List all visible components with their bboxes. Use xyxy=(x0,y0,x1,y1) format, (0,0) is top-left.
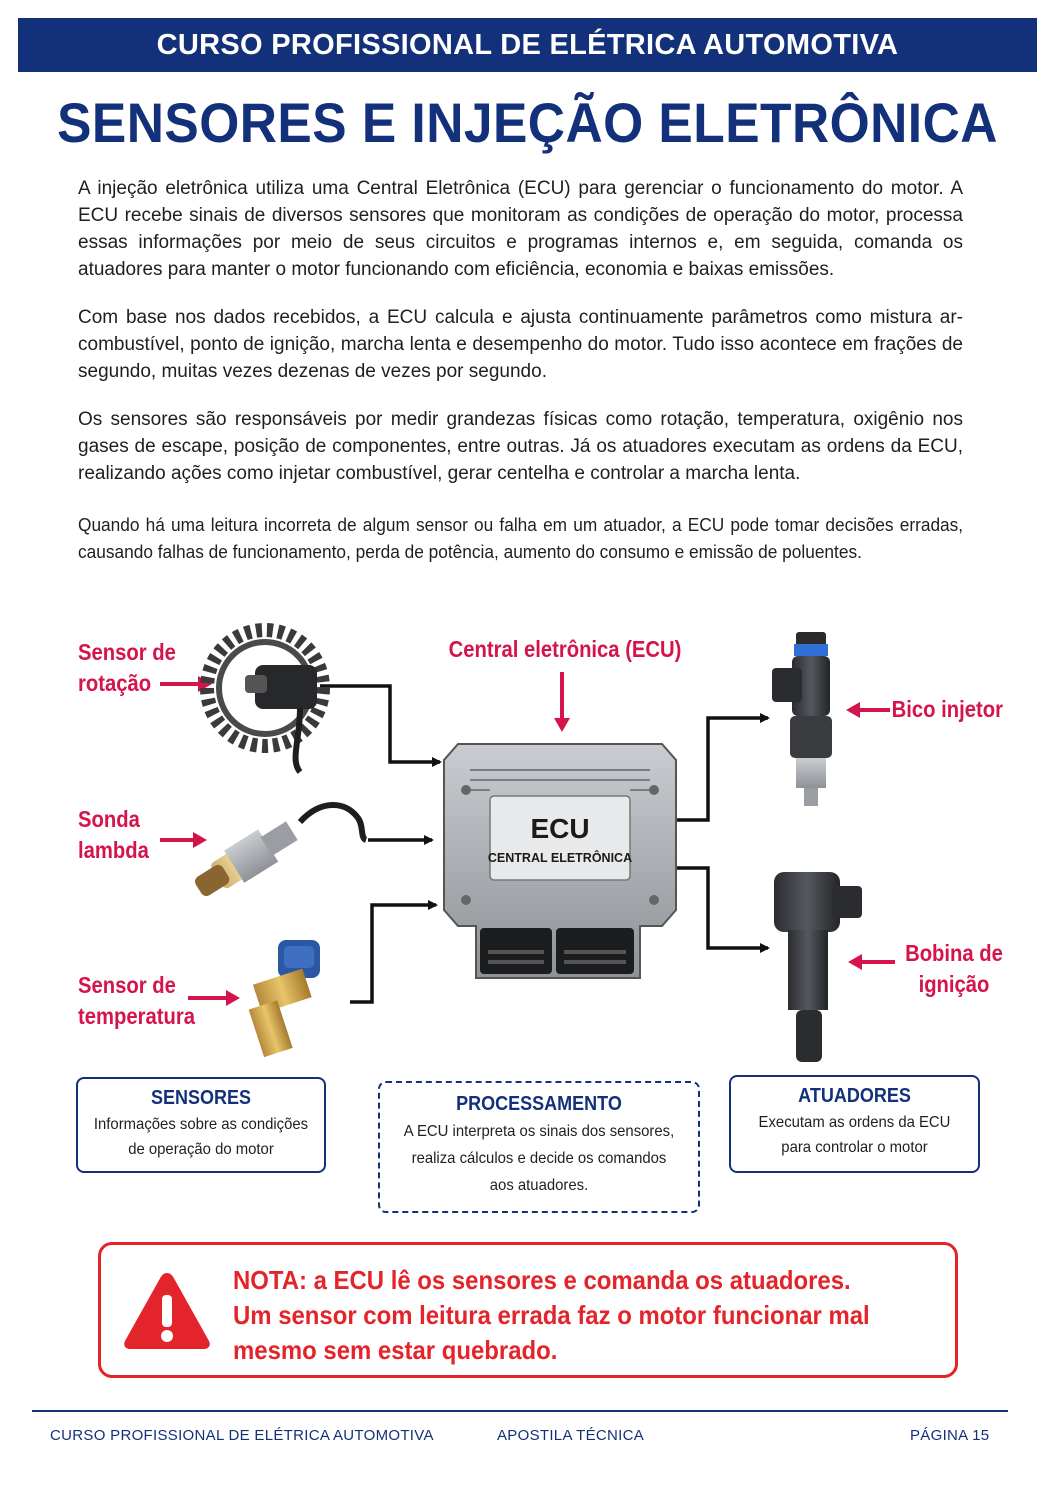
processing-box-line: aos atuadores. xyxy=(489,1177,589,1194)
actuators-box xyxy=(729,1075,980,1173)
actuators-box-title: ATUADORES xyxy=(798,1085,911,1107)
processing-box-line: A ECU interpreta os sinais dos sensores, xyxy=(403,1123,675,1140)
rotation-sensor-label: Sensor de rotação xyxy=(78,639,176,696)
temperature-sensor-icon xyxy=(249,940,320,1057)
ignition-coil-icon xyxy=(774,872,862,1062)
note-box xyxy=(98,1242,958,1378)
sensors-box-line: Informações sobre as condições xyxy=(93,1116,309,1133)
lambda-probe-label: Sonda lambda xyxy=(78,806,149,863)
ecu-unit xyxy=(444,744,676,978)
sensors-box-title: SENSORES xyxy=(150,1087,252,1109)
ecu-name: ECU xyxy=(530,813,590,844)
ecu-subtitle: CENTRAL ELETRÔNICA xyxy=(487,851,633,865)
processing-box xyxy=(378,1081,700,1213)
sensors-box-line: de operação do motor xyxy=(128,1141,274,1158)
failure-paragraph: Quando há uma leitura incorreta de algum sensor ou falha em um atuador, a ECU pode tomar decisões erradas, causando falhas de funcionamento, perda de potência, aumento do consumo e emissão de poluentes. xyxy=(78,515,964,562)
actuators-box-line: Executam as ordens da ECU xyxy=(758,1114,951,1131)
footer-course: CURSO PROFISSIONAL DE ELÉTRICA AUTOMOTIVA xyxy=(50,1427,434,1444)
page-title: SENSORES E INJEÇÃO ELETRÔNICA xyxy=(57,91,998,154)
rotation-sensor-icon xyxy=(207,630,323,772)
sensors-box xyxy=(76,1077,326,1173)
note-text: NOTA: a ECU lê os sensores e comanda os atuadores. Um sensor com leitura errada faz o motor funcionar mal mesmo sem estar quebrado. xyxy=(233,1265,870,1365)
ignition-coil-label: Bobina de ignição xyxy=(905,940,1003,997)
ecu-label: Central eletrônica (ECU) xyxy=(448,636,682,662)
footer-page-number: PÁGINA 15 xyxy=(910,1427,990,1444)
ecu-paragraph: Com base nos dados recebidos, a ECU calcula e ajusta continuamente parâmetros como mistura ar-combustível, ponto de ignição, marcha lenta e desempenho do motor. Tudo isso acontece em frações de segundo, muitas vezes dezenas de vezes por segundo. xyxy=(78,307,963,382)
processing-box-title: PROCESSAMENTO xyxy=(456,1093,622,1115)
actuators-box-line: para controlar o motor xyxy=(781,1139,928,1156)
warning-icon xyxy=(121,1269,213,1351)
processing-box-line: realiza cálculos e decide os comandos xyxy=(411,1150,667,1167)
sensors-paragraph: Os sensores são responsáveis por medir grandezas físicas como rotação, temperatura, oxigênio nos gases de escape, posição de componentes, entre outras. Já os atuadores executam as ordens da ECU, realizando ações como injetar combustível, gerar centelha e controlar a marcha lenta. xyxy=(78,409,963,484)
footer-divider xyxy=(32,1410,1008,1412)
injector-label: Bico injetor xyxy=(891,696,1003,722)
footer-handout: APOSTILA TÉCNICA xyxy=(497,1427,645,1444)
lambda-probe-icon xyxy=(189,805,366,905)
injector-icon xyxy=(772,632,832,806)
intro-paragraph: A injeção eletrônica utiliza uma Central Eletrônica (ECU) para gerenciar o funcionamento do motor. A ECU recebe sinais de diversos sensores que monitoram as condições de operação do motor, processa essas informações por meio de seus circuitos e programas internos e, em seguida, comanda os atuadores para manter o motor funcionando com eficiência, economia e baixas emissões. xyxy=(78,178,963,280)
temperature-sensor-label: Sensor de temperatura xyxy=(78,972,195,1029)
course-banner: CURSO PROFISSIONAL DE ELÉTRICA AUTOMOTIVA xyxy=(18,18,1037,72)
